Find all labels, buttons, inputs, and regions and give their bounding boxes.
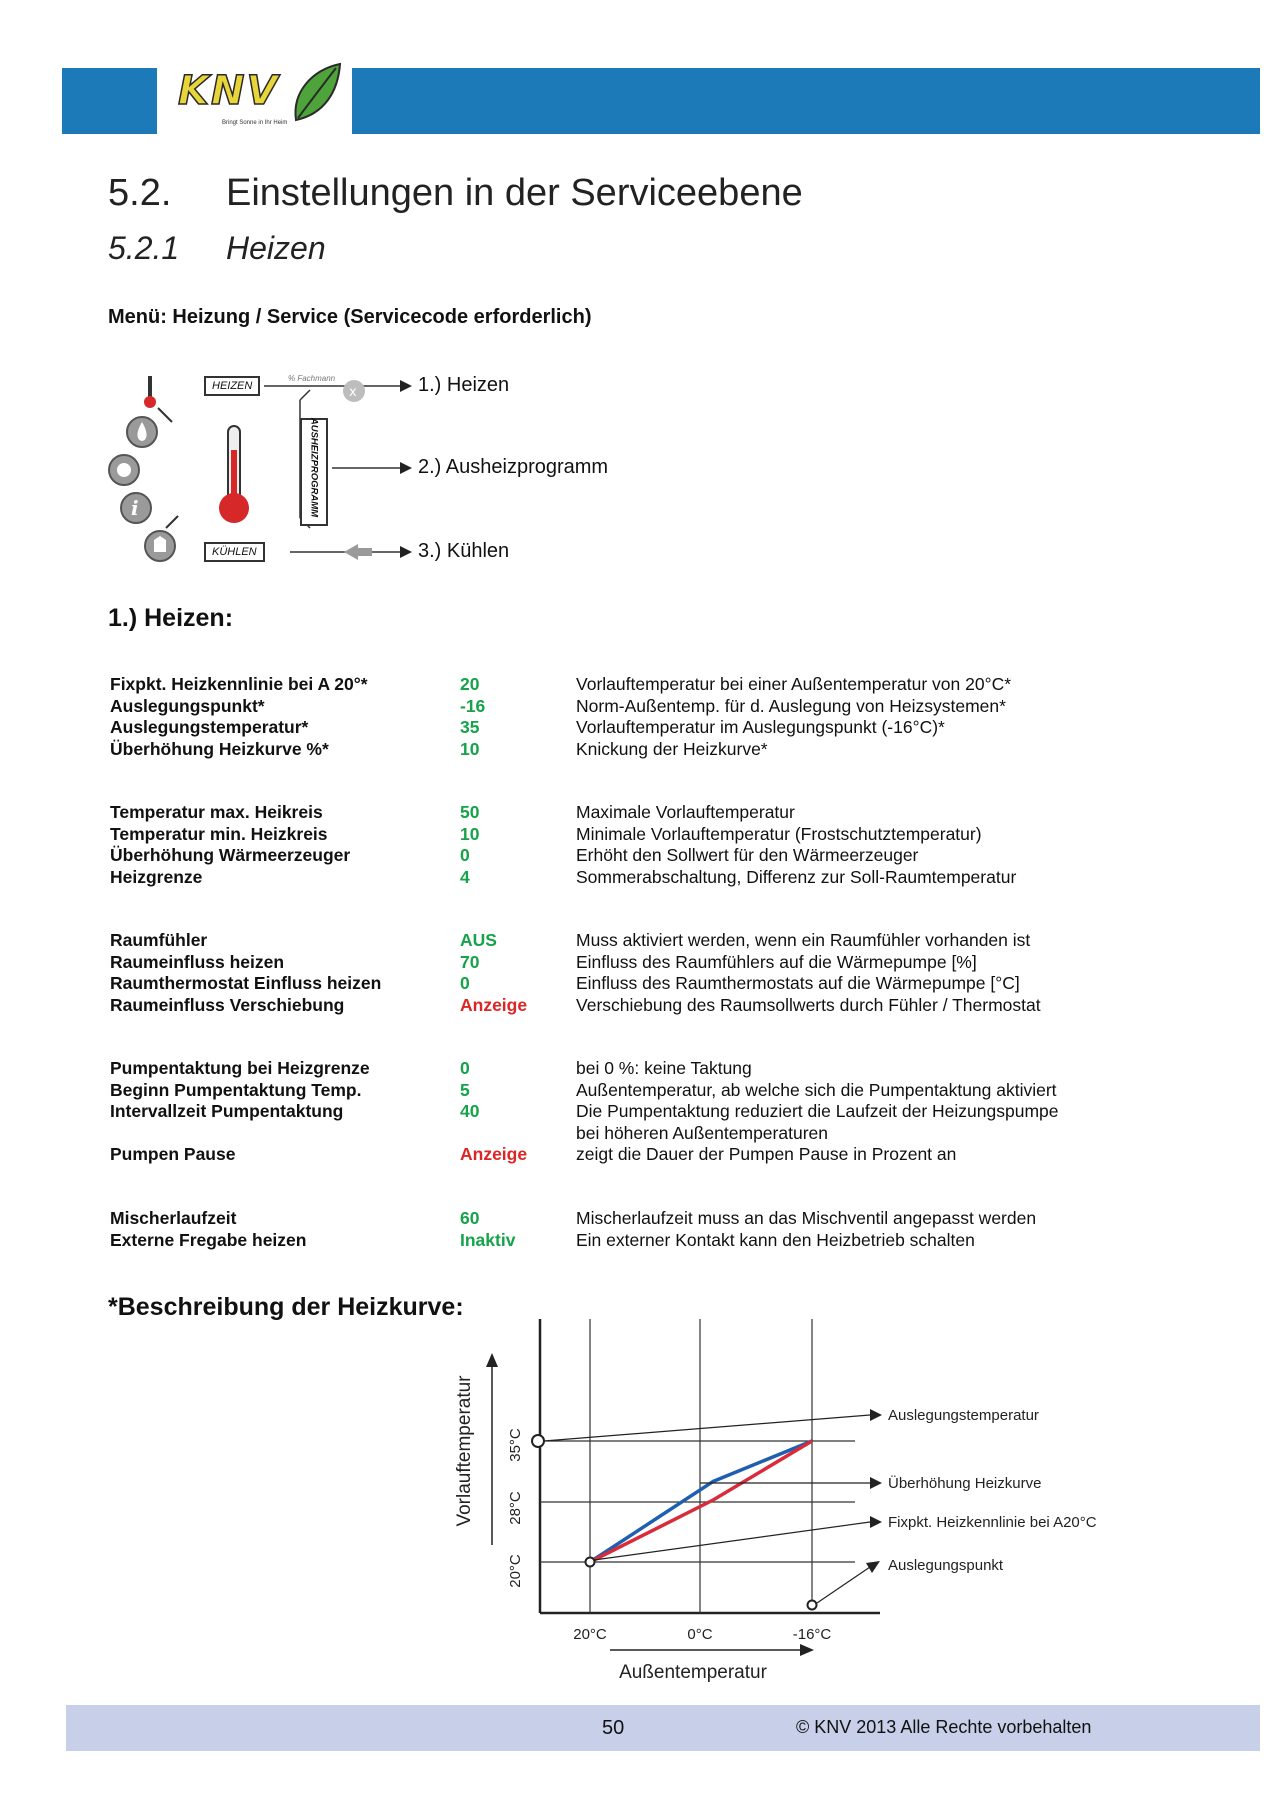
param-value: 0 [460, 973, 470, 993]
param-value: 10 [460, 738, 480, 759]
x-tick-20: 20°C [573, 1626, 607, 1643]
y-tick-35: 35°C [507, 1428, 524, 1462]
thermometer-small-icon [144, 376, 172, 422]
param-description: Minimale Vorlauftemperatur (Frostschutztemperatur) [576, 823, 982, 844]
param-name: Externe Fregabe heizen [110, 1229, 307, 1250]
param-value: 60 [460, 1208, 480, 1228]
marker-auslegungspunkt [808, 1601, 817, 1610]
param-name: Auslegungspunkt* [110, 695, 265, 716]
param-value: 70 [460, 951, 480, 972]
param-name: Heizgrenze [110, 866, 203, 887]
param-name: Mischerlaufzeit [110, 1208, 237, 1228]
section-heading: 1.) Heizen: [108, 604, 234, 632]
param-description: bei höheren Außentemperaturen [576, 1122, 828, 1143]
param-name: Intervallzeit Pumpentaktung [110, 1101, 344, 1121]
param-row [110, 674, 1110, 696]
param-description: Knickung der Heizkurve* [576, 738, 768, 759]
kuehlen-box: KÜHLEN [204, 542, 265, 562]
back-arrow-icon [344, 544, 358, 560]
page-footer [66, 1705, 1260, 1751]
param-name: Pumpen Pause [110, 1144, 236, 1164]
info-icon [121, 493, 151, 523]
leaf-icon [288, 62, 344, 126]
param-row [110, 1123, 1110, 1145]
param-value: AUS [460, 930, 497, 950]
param-value: Anzeige [460, 994, 528, 1015]
param-row [110, 1144, 1110, 1166]
param-value: 35 [460, 717, 480, 737]
param-description: Sommerabschaltung, Differenz zur Soll-Raumtemperatur [576, 866, 1017, 887]
param-value: 20 [460, 674, 480, 694]
menu-diagram [100, 370, 660, 580]
param-row [110, 845, 1110, 867]
annotation-ueberhoehung: Überhöhung Heizkurve [888, 1475, 1042, 1492]
logo-text: KNV [178, 68, 280, 114]
param-description: Außentemperatur, ab welche sich die Pumpentaktung aktiviert [576, 1079, 1057, 1100]
gear-icon [109, 455, 139, 485]
copyright: © KNV 2013 Alle Rechte vorbehalten [796, 1717, 1092, 1737]
curve-heading: *Beschreibung der Heizkurve: [108, 1293, 464, 1321]
param-value: -16 [460, 695, 486, 716]
param-description: Ein externer Kontakt kann den Heizbetrieb schalten [576, 1229, 975, 1250]
param-row [110, 1080, 1110, 1102]
param-description: Norm-Außentemp. für d. Auslegung von Heizsystemen* [576, 695, 1006, 716]
param-description: Vorlauftemperatur im Auslegungspunkt (-16°C)* [576, 717, 945, 737]
annotation-auslegungspunkt: Auslegungspunkt [888, 1557, 1004, 1574]
param-row [110, 973, 1110, 995]
param-name: Beginn Pumpentaktung Temp. [110, 1079, 362, 1100]
svg-text:x: x [349, 385, 357, 400]
param-name: Raumthermostat Einfluss heizen [110, 973, 382, 993]
thermometer-icon [219, 426, 249, 523]
logo-tagline: Bringt Sonne in Ihr Heim [222, 120, 288, 126]
target-ausheizprogramm: 2.) Ausheizprogramm [418, 456, 609, 478]
param-description: Verschiebung des Raumsollwerts durch Fühler / Thermostat [576, 994, 1041, 1015]
param-value: 50 [460, 802, 480, 822]
param-value: 5 [460, 1079, 470, 1100]
annotation-fixpunkt: Fixpkt. Heizkennlinie bei A20°C [888, 1514, 1097, 1531]
param-name: Temperatur max. Heikreis [110, 802, 323, 822]
param-value: 10 [460, 823, 480, 844]
param-row [110, 696, 1110, 718]
param-row [110, 1058, 1110, 1080]
y-axis-label: Vorlauftemperatur [454, 1375, 475, 1527]
param-row [110, 995, 1110, 1017]
marker-fixpunkt [586, 1558, 595, 1567]
ausheizprogramm-label: AUSHEIZPROGRAMM [308, 417, 320, 518]
knv-logo [170, 62, 346, 140]
marker-auslegungstemperatur [532, 1435, 544, 1447]
x-axis-arrow-icon [800, 1644, 814, 1656]
title-text: Einstellungen in der Serviceebene [226, 172, 803, 214]
target-kuehlen: 3.) Kühlen [418, 540, 510, 562]
title-number: 5.2. [108, 172, 172, 214]
param-value: Anzeige [460, 1144, 528, 1164]
param-description: Maximale Vorlauftemperatur [576, 802, 795, 822]
y-tick-28: 28°C [507, 1491, 524, 1525]
param-row [110, 739, 1110, 761]
param-description: Erhöht den Sollwert für den Wärmeerzeuger [576, 845, 919, 865]
param-value: Inaktiv [460, 1229, 516, 1250]
svg-text:i: i [131, 496, 139, 520]
param-row [110, 867, 1110, 889]
param-group-5 [110, 1208, 1110, 1251]
param-name: Raumfühler [110, 930, 208, 950]
subtitle-text: Heizen [226, 230, 326, 266]
page-number: 50 [602, 1717, 625, 1739]
param-row [110, 1230, 1110, 1252]
param-group-1 [110, 674, 1110, 760]
param-row [110, 952, 1110, 974]
y-axis-arrow-icon [486, 1353, 498, 1367]
param-description: Die Pumpentaktung reduziert die Laufzeit der Heizungspumpe [576, 1101, 1059, 1121]
param-name: Überhöhung Heizkurve %* [110, 738, 329, 759]
x-axis-label: Außentemperatur [619, 1662, 767, 1683]
y-tick-20: 20°C [507, 1554, 524, 1588]
page-title [108, 172, 803, 215]
fachmann-label: % Fachmann [288, 374, 336, 383]
param-description: Einfluss des Raumfühlers auf die Wärmepumpe [%] [576, 951, 977, 972]
annotation-auslegungstemperatur: Auslegungstemperatur [888, 1407, 1039, 1424]
heizen-box: HEIZEN [204, 376, 260, 396]
page-subtitle [108, 230, 326, 267]
subtitle-number: 5.2.1 [108, 230, 180, 266]
param-name: Auslegungstemperatur* [110, 717, 309, 737]
param-name: Temperatur min. Heizkreis [110, 823, 328, 844]
x-tick-16: -16°C [792, 1626, 832, 1643]
param-value: 0 [460, 845, 470, 865]
param-description: Vorlauftemperatur bei einer Außentemperatur von 20°C* [576, 674, 1012, 694]
param-description: Mischerlaufzeit muss an das Mischventil angepasst werden [576, 1208, 1037, 1228]
param-group-2 [110, 802, 1110, 888]
menu-path: Menü: Heizung / Service (Servicecode erforderlich) [108, 306, 592, 328]
header-bar-right [352, 68, 1260, 134]
param-name: Fixpkt. Heizkennlinie bei A 20°* [110, 674, 368, 694]
param-value: 0 [460, 1058, 470, 1078]
param-description: zeigt die Dauer der Pumpen Pause in Prozent an [576, 1144, 957, 1164]
param-name: Raumeinfluss Verschiebung [110, 994, 345, 1015]
param-value: 4 [460, 866, 470, 887]
header-bar-left [62, 68, 157, 134]
param-description: bei 0 %: keine Taktung [576, 1058, 752, 1078]
param-description: Einfluss des Raumthermostats auf die Wärmepumpe [°C] [576, 973, 1020, 993]
hand-icon [145, 516, 178, 561]
x-tick-0: 0°C [687, 1626, 713, 1643]
target-heizen: 1.) Heizen [418, 374, 510, 396]
param-row [110, 1101, 1110, 1123]
param-description: Muss aktiviert werden, wenn ein Raumfühler vorhanden ist [576, 930, 1031, 950]
param-row [110, 802, 1110, 824]
param-row [110, 930, 1110, 952]
param-name: Überhöhung Wärmeerzeuger [110, 845, 351, 865]
param-value: 40 [460, 1101, 480, 1121]
heating-curve-chart [430, 1305, 1150, 1685]
water-drop-icon [127, 417, 157, 447]
param-name: Raumeinfluss heizen [110, 951, 285, 972]
ausheizprogramm-box [300, 418, 328, 526]
param-name: Pumpentaktung bei Heizgrenze [110, 1058, 370, 1078]
param-row [110, 717, 1110, 739]
param-group-3 [110, 930, 1110, 1016]
param-group-4 [110, 1058, 1110, 1166]
param-row [110, 824, 1110, 846]
param-row [110, 1208, 1110, 1230]
